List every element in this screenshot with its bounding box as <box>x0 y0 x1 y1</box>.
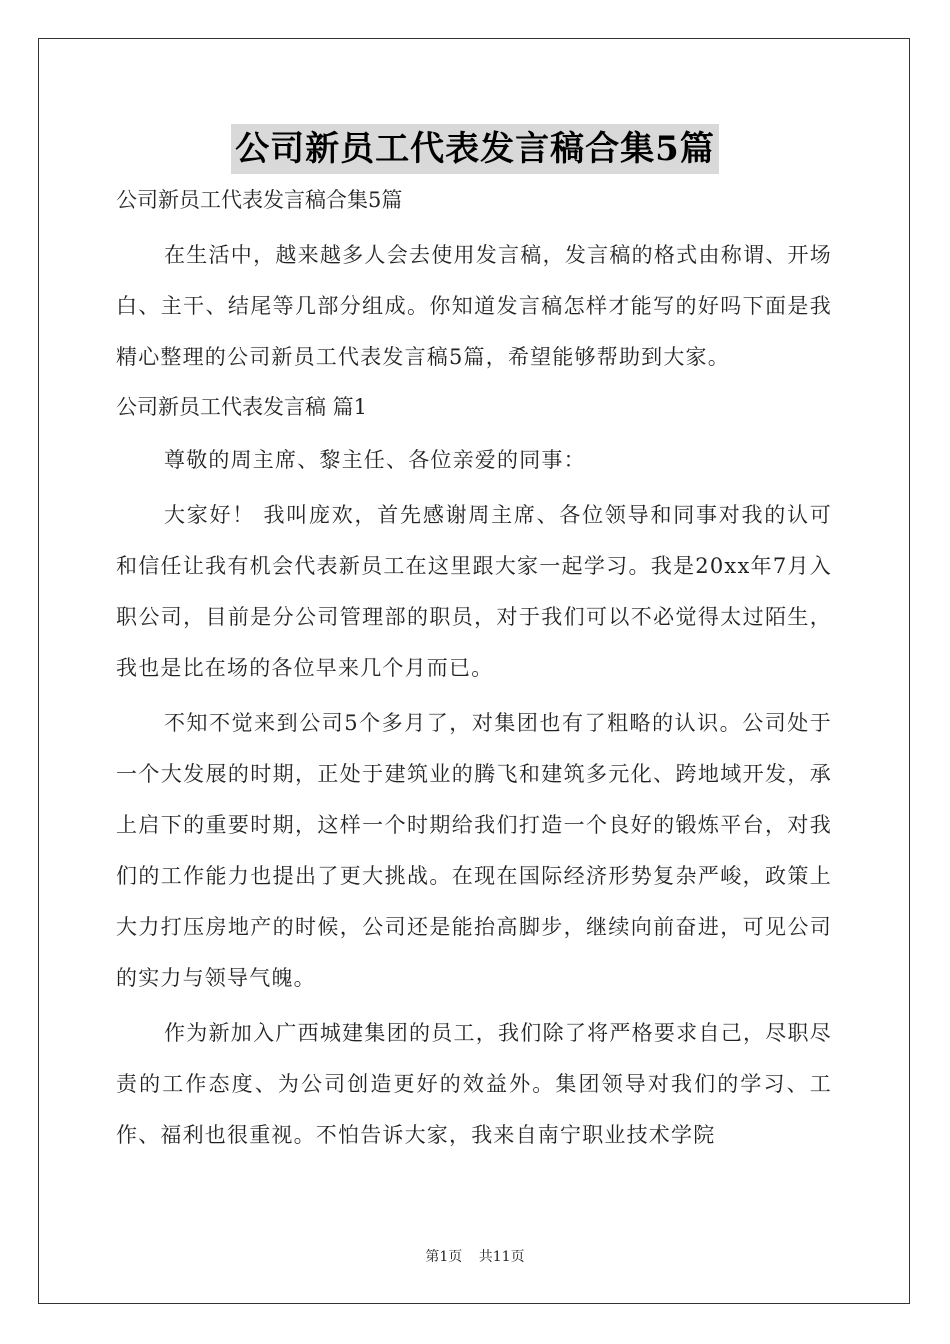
section-title: 公司新员工代表发言稿 篇1 <box>116 395 368 419</box>
body-paragraph: 大家好！ 我叫庞欢，首先感谢周主席、各位领导和同事对我的认可和信任让我有机会代表新员工在这里跟大家一起学习。我是20xx年7月入职公司，目前是分公司管理部的职员，对于我们可以不必觉得太过陌生，我也是比在场的各位早来几个月而已。 <box>116 503 832 680</box>
intro-paragraph: 在生活中，越来越多人会去使用发言稿，发言稿的格式由称谓、开场白、主干、结尾等几部分组成。你知道发言稿怎样才能写的好吗下面是我精心整理的公司新员工代表发言稿5篇，希望能够帮助到大家。 <box>116 243 832 369</box>
salutation-paragraph: 尊敬的周主席、黎主任、各位亲爱的同事： <box>164 448 586 472</box>
document-subtitle: 公司新员工代表发言稿合集5篇 <box>116 188 403 212</box>
document-body <box>116 180 832 1165</box>
title-container <box>0 124 950 174</box>
page-footer <box>0 1246 950 1266</box>
document-title: 公司新员工代表发言稿合集5篇 <box>231 124 719 174</box>
body-paragraph: 不知不觉来到公司5个多月了，对集团也有了粗略的认识。公司处于一个大发展的时期，正处于建筑业的腾飞和建筑多元化、跨地域开发，承上启下的重要时期，这样一个时期给我们打造一个良好的锻炼平台，对我们的工作能力也提出了更大挑战。在现在国际经济形势复杂严峻，政策上大力打压房地产的时候，公司还是能抬高脚步，继续向前奋进，可见公司的实力与领导气魄。 <box>116 711 832 990</box>
page-number: 第1页 <box>425 1249 463 1265</box>
page-total: 共11页 <box>478 1249 525 1265</box>
body-paragraph: 作为新加入广西城建集团的员工，我们除了将严格要求自己，尽职尽责的工作态度、为公司创造更好的效益外。集团领导对我们的学习、工作、福利也很重视。不怕告诉大家，我来自南宁职业技术学院 <box>116 1021 832 1147</box>
